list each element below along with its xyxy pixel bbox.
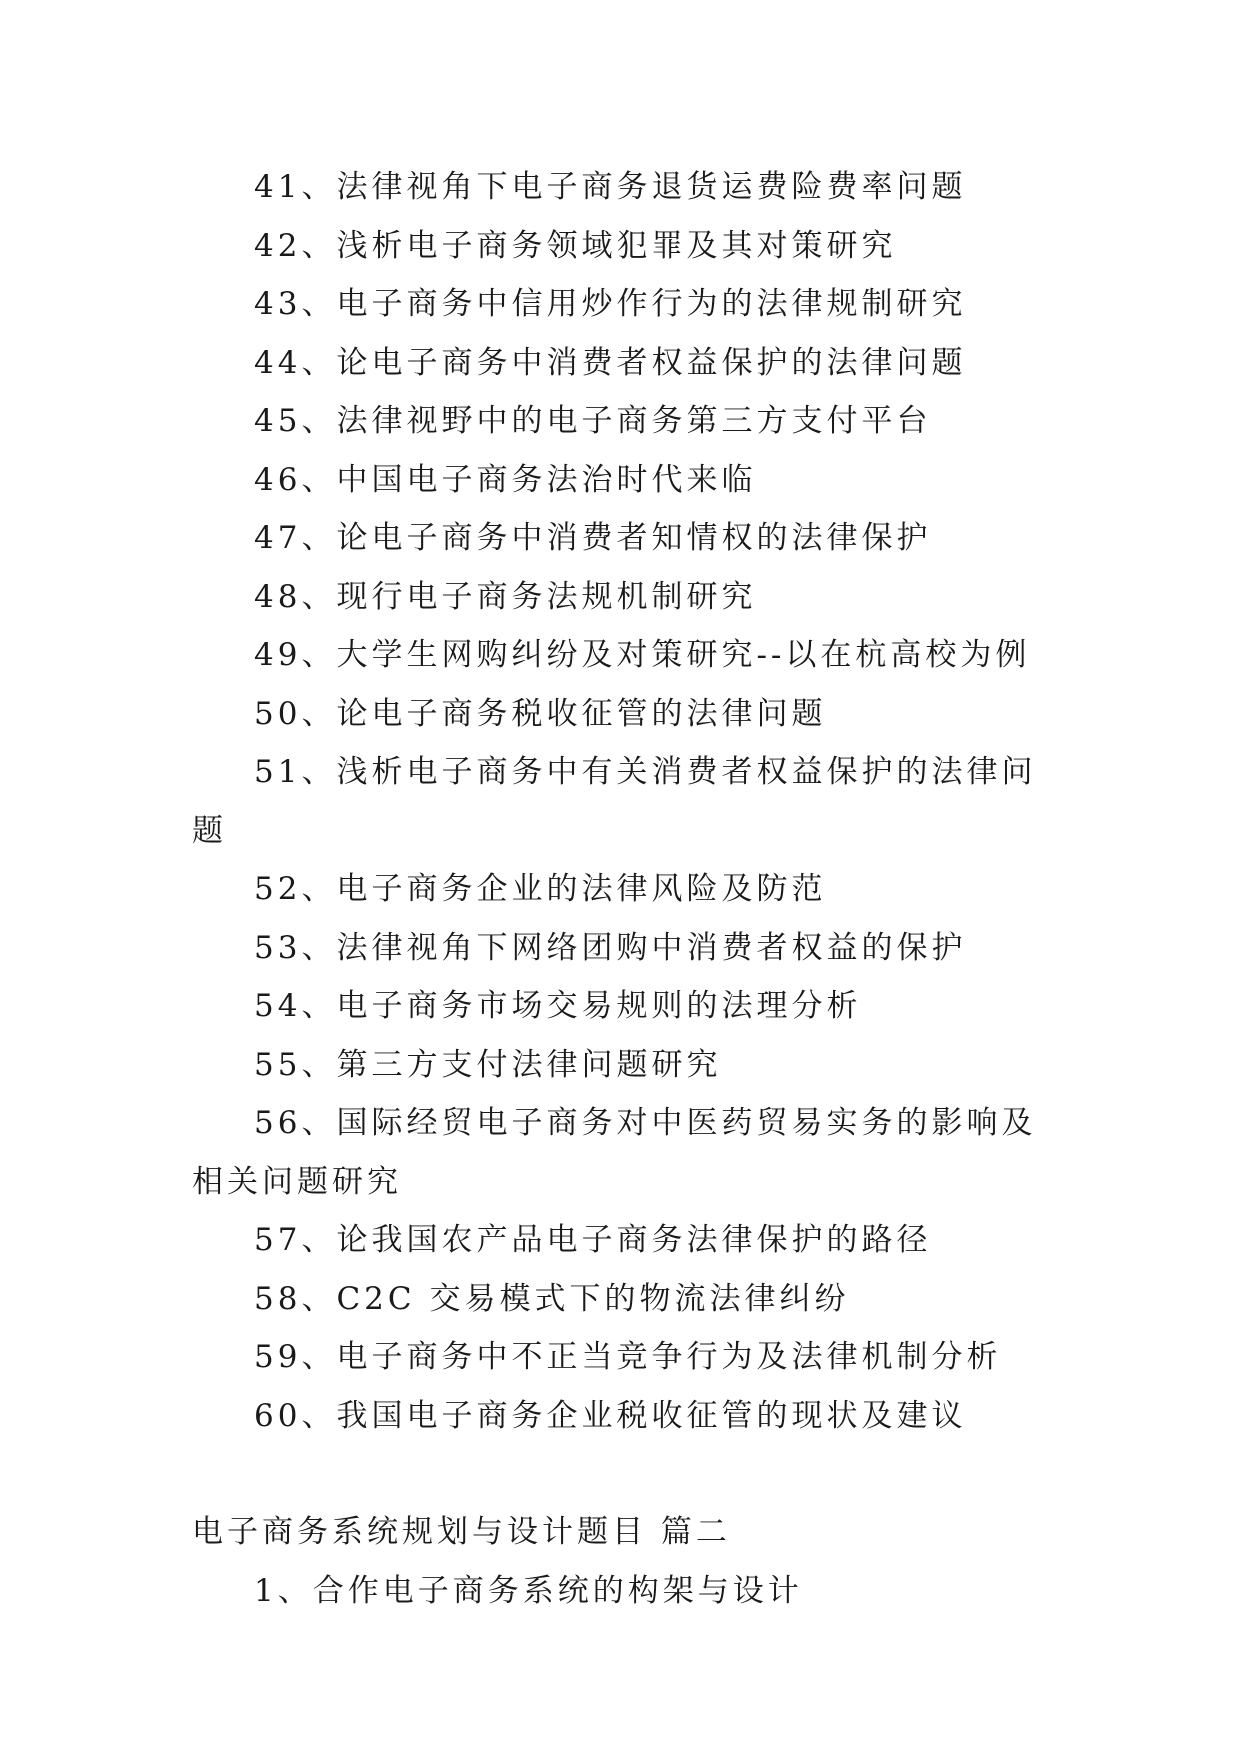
section-heading: 电子商务系统规划与设计题目 篇二 [192,1514,731,1550]
document-body [192,158,1062,1620]
list-item: 52、电子商务企业的法律风险及防范 [254,871,827,907]
list-item: 53、法律视角下网络团购中消费者权益的保护 [254,929,967,966]
list-item: 47、论电子商务中消费者知情权的法律保护 [254,520,932,556]
list-item: 51、浅析电子商务中有关消费者权益保护的法律问题 [192,754,1037,849]
list-item: 49、大学生网购纠纷及对策研究--以在杭高校为例 [254,637,1031,673]
list-item: 50、论电子商务税收征管的法律问题 [254,695,827,732]
list-item: 44、论电子商务中消费者权益保护的法律问题 [254,344,967,381]
list-item: 54、电子商务市场交易规则的法理分析 [254,988,862,1024]
list-item: 55、第三方支付法律问题研究 [254,1046,722,1083]
list-item: 43、电子商务中信用炒作行为的法律规制研究 [254,286,967,322]
list-item: 42、浅析电子商务领域犯罪及其对策研究 [254,227,897,264]
list-item: 59、电子商务中不正当竞争行为及法律机制分析 [254,1339,1002,1375]
list-item: 56、国际经贸电子商务对中医药贸易实务的影响及相关问题研究 [192,1105,1037,1200]
list-item: 60、我国电子商务企业税收征管的现状及建议 [254,1397,967,1434]
section-list-item: 1、合作电子商务系统的构架与设计 [254,1572,803,1609]
list-item: 57、论我国农产品电子商务法律保护的路径 [254,1222,932,1258]
list-item: 58、C2C 交易模式下的物流法律纠纷 [254,1280,850,1317]
list-item: 46、中国电子商务法治时代来临 [254,461,757,498]
list-item: 48、现行电子商务法规机制研究 [254,578,757,615]
list-item: 45、法律视野中的电子商务第三方支付平台 [254,403,932,439]
list-item: 41、法律视角下电子商务退货运费险费率问题 [254,169,967,205]
